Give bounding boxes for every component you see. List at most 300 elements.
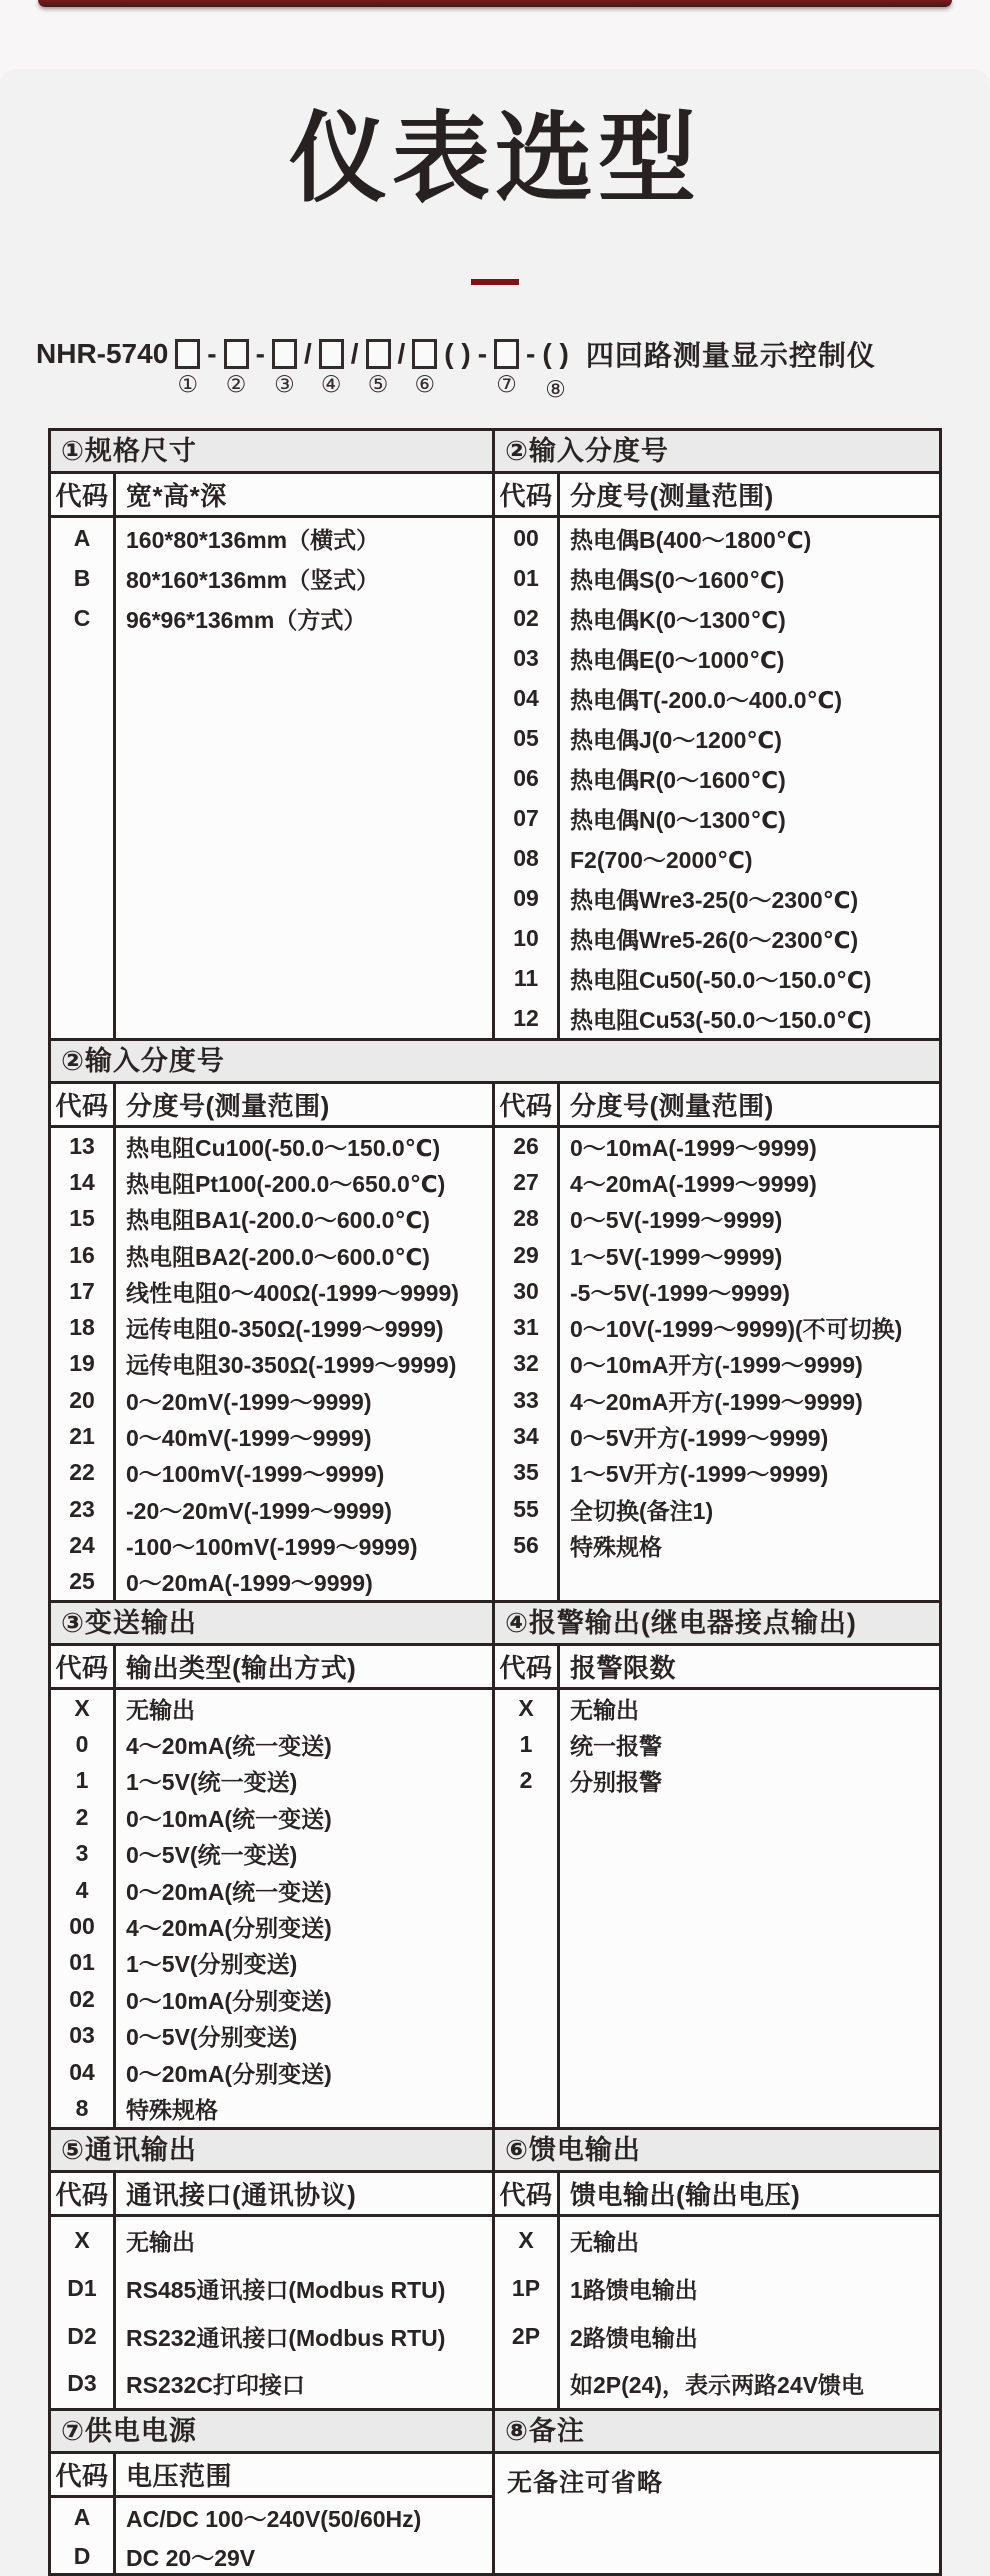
rows-area (495, 2454, 939, 2576)
table-row (495, 1527, 939, 1563)
row-label: 热电偶N(0～1300℃) (570, 806, 786, 833)
row-code: 27 (513, 1168, 539, 1195)
table-row (495, 1237, 939, 1273)
row-code: 1P (511, 2275, 541, 2302)
section-group (51, 1038, 939, 1600)
row-label: 96*96*136mm（方式） (126, 606, 367, 633)
table-row (51, 1726, 492, 1762)
model-code-box (224, 334, 249, 401)
row-label: 热电阻Cu100(-50.0～150.0℃) (126, 1134, 441, 1161)
accent-dash (471, 279, 519, 285)
table-row (51, 2054, 492, 2090)
table-row (495, 678, 939, 718)
table-row (51, 1872, 492, 1908)
row-code: 25 (69, 1568, 95, 1595)
row-code: 30 (513, 1277, 539, 1304)
model-code-box (175, 334, 200, 401)
table-row (51, 1690, 492, 1726)
section-halves (51, 1603, 939, 2127)
row-label: 如2P(24)，表示两路24V馈电 (570, 2372, 864, 2399)
model-text-token (526, 334, 535, 406)
table-row (51, 2265, 492, 2313)
section-left (51, 1084, 495, 1600)
row-label: -20～20mV(-1999～9999) (126, 1497, 392, 1524)
row-code: 06 (513, 764, 539, 791)
row-label: 热电偶R(0～1600℃) (570, 766, 786, 793)
row-code: 07 (513, 804, 539, 831)
model-code-line (36, 334, 980, 406)
model-code-box (494, 334, 519, 401)
model-text-token (444, 334, 470, 406)
table-row (495, 558, 939, 598)
row-code: X (518, 1694, 534, 1721)
table-row (495, 998, 939, 1038)
row-label: 无输出 (570, 1696, 639, 1723)
code-box (412, 339, 437, 369)
col-header-label: 电压范围 (126, 2461, 233, 2491)
row-code: D2 (67, 2322, 97, 2349)
table-row (495, 758, 939, 798)
row-code: 08 (513, 844, 539, 871)
code-box (494, 339, 519, 369)
row-code: 1 (519, 1731, 533, 1758)
table-row (51, 1455, 492, 1491)
row-label: RS485通讯接口(Modbus RTU) (126, 2277, 446, 2304)
col-header-label: 分度号(测量范围) (570, 1091, 774, 1121)
row-code: 01 (513, 564, 539, 591)
table-row (495, 1309, 939, 1345)
section-title: ②输入分度号 (51, 1041, 939, 1084)
col-header-code: 代码 (55, 1091, 109, 1121)
table-row (51, 1273, 492, 1309)
section-halves (51, 2411, 939, 2576)
model-text-token (542, 334, 568, 406)
row-label: 0～5V(分别变送) (126, 2024, 298, 2051)
row-code: 26 (513, 1132, 539, 1159)
table-row (51, 518, 492, 558)
rows-area (51, 1690, 492, 2127)
rows-area (51, 2498, 492, 2576)
table-row (51, 2498, 492, 2537)
code-box (366, 339, 391, 369)
table-row (51, 2537, 492, 2576)
section-title: ⑧备注 (495, 2411, 939, 2454)
col-header-label: 输出类型(输出方式) (126, 1653, 357, 1683)
table-row (495, 2265, 939, 2313)
table-row (51, 598, 492, 638)
row-code: 15 (69, 1205, 95, 1232)
table-row (495, 838, 939, 878)
model-text-token (478, 334, 487, 406)
row-label: RS232C打印接口 (126, 2372, 305, 2399)
row-label: 0～10V(-1999～9999)(不可切换) (570, 1316, 903, 1343)
table-row (495, 638, 939, 678)
row-code: 18 (69, 1314, 95, 1341)
column-headers (51, 1084, 492, 1128)
row-label: 1～5V(分别变送) (126, 1951, 298, 1978)
table-row (51, 1945, 492, 1981)
row-label: 热电偶E(0～1000℃) (570, 646, 785, 673)
col-header-label: 宽*高*深 (126, 481, 227, 511)
model-token-text: NHR-5740 (36, 338, 169, 369)
table-row (495, 878, 939, 918)
model-code-box (412, 334, 437, 401)
row-label: RS232通讯接口(Modbus RTU) (126, 2324, 446, 2351)
column-headers (495, 474, 939, 518)
table-row (495, 1763, 939, 1799)
row-code: 55 (513, 1495, 539, 1522)
rows-area (495, 518, 939, 1038)
row-label: 热电阻BA2(-200.0～600.0℃) (126, 1243, 430, 1270)
row-code: D (73, 2543, 91, 2569)
section-left (51, 2411, 495, 2576)
code-box (224, 339, 249, 369)
table-row (495, 1273, 939, 1309)
row-code: 23 (69, 1495, 95, 1522)
row-code: 21 (69, 1423, 95, 1450)
table-row (495, 1726, 939, 1762)
row-label: 2路馈电输出 (570, 2324, 698, 2351)
row-code: 31 (513, 1314, 539, 1341)
table-row (495, 1690, 939, 1726)
row-label: 80*160*136mm（竖式） (126, 566, 380, 593)
table-row (51, 1799, 492, 1835)
model-token-text: - (526, 338, 536, 369)
row-code: 00 (513, 524, 539, 551)
row-code: 56 (513, 1531, 539, 1558)
model-token-text: / (303, 338, 312, 369)
table-row (51, 2217, 492, 2265)
table-row (51, 1491, 492, 1527)
table-row (495, 1164, 939, 1200)
model-text-token (36, 334, 168, 406)
table-row (51, 558, 492, 598)
model-token-text: 四回路测量显示控制仪 (585, 340, 876, 371)
row-label: 1～5V(-1999～9999) (570, 1243, 783, 1270)
column-headers (495, 1084, 939, 1128)
row-code: 32 (513, 1350, 539, 1377)
rows-area (51, 1128, 492, 1600)
table-row (51, 1201, 492, 1237)
row-code: 09 (513, 884, 539, 911)
col-header-code: 代码 (55, 2461, 109, 2491)
row-label: 0～20mV(-1999～9999) (126, 1388, 372, 1415)
row-label: 1～5V开方(-1999～9999) (570, 1461, 829, 1488)
column-headers (495, 2173, 939, 2217)
row-label: 0～40mV(-1999～9999) (126, 1425, 372, 1452)
row-code: 14 (69, 1168, 95, 1195)
column-headers (51, 2454, 492, 2498)
row-code: 01 (69, 1949, 95, 1976)
section-title: ⑤通讯输出 (51, 2130, 492, 2173)
row-label: -5～5V(-1999～9999) (570, 1279, 790, 1306)
row-label: 0～10mA(统一变送) (126, 1805, 332, 1832)
table-row (495, 2217, 939, 2265)
row-label: -100～100mV(-1999～9999) (126, 1533, 418, 1560)
column-headers (51, 1646, 492, 1690)
row-label: 0～5V(-1999～9999) (570, 1207, 783, 1234)
section-title: ③变送输出 (51, 1603, 492, 1646)
section-halves (51, 431, 939, 1038)
row-label: 热电偶Wre5-26(0～2300℃) (570, 926, 859, 953)
table-row (495, 1382, 939, 1418)
col-header-label: 报警限数 (570, 1653, 677, 1683)
col-header-code: 代码 (499, 2180, 553, 2210)
row-label: 4～20mA(统一变送) (126, 1733, 332, 1760)
section-right (495, 1603, 939, 2127)
row-code: C (73, 604, 91, 631)
row-code: 04 (69, 2058, 95, 2085)
row-code: 28 (513, 1205, 539, 1232)
row-label: 0～5V开方(-1999～9999) (570, 1425, 829, 1452)
rows-area (51, 518, 492, 1038)
col-header-code: 代码 (499, 1653, 553, 1683)
model-text-token (398, 334, 406, 406)
row-code: D1 (67, 2275, 97, 2302)
row-code: 34 (513, 1423, 539, 1450)
top-header-bar (38, 0, 952, 7)
section-title: ⑦供电电源 (51, 2411, 492, 2454)
row-code: 02 (513, 604, 539, 631)
row-code: 12 (513, 1004, 539, 1031)
table-row (495, 958, 939, 998)
table-row (495, 2312, 939, 2360)
table-row (495, 718, 939, 758)
model-position-mark: ② (225, 371, 247, 397)
row-label: 热电阻Pt100(-200.0～650.0℃) (126, 1170, 446, 1197)
model-code-box (366, 334, 391, 401)
rows-area (51, 2217, 492, 2408)
row-label: 4～20mA(-1999～9999) (570, 1170, 817, 1197)
row-label: 无输出 (570, 2229, 639, 2256)
row-code: 8 (75, 2094, 89, 2121)
row-label: 热电偶B(400～1800℃) (570, 526, 812, 553)
table-row (51, 1382, 492, 1418)
section-group (51, 431, 939, 1038)
row-code: 03 (69, 2022, 95, 2049)
column-headers (51, 2173, 492, 2217)
row-label: 160*80*136mm（横式） (126, 526, 380, 553)
section-title: ②输入分度号 (495, 431, 939, 474)
row-label: 远传电阻0-350Ω(-1999～9999) (126, 1316, 444, 1343)
model-position-mark: ④ (320, 371, 342, 397)
table-row (51, 1527, 492, 1563)
model-token-text: / (397, 338, 406, 369)
table-row (495, 1201, 939, 1237)
table-row (495, 1418, 939, 1454)
model-text-token (351, 334, 359, 406)
section-right (495, 431, 939, 1038)
row-label: 热电阻Cu53(-50.0～150.0℃) (570, 1006, 872, 1033)
row-code: 00 (69, 1913, 95, 1940)
row-label: 无输出 (126, 2229, 195, 2256)
model-token-text: ( ) (444, 338, 471, 369)
section-title: ⑥馈电输出 (495, 2130, 939, 2173)
row-label: 0～10mA开方(-1999～9999) (570, 1352, 863, 1379)
row-label: 热电偶T(-200.0～400.0℃) (570, 686, 842, 713)
row-code: 22 (69, 1459, 95, 1486)
model-token-text: / (350, 338, 359, 369)
row-code: 03 (513, 644, 539, 671)
code-box (175, 339, 200, 369)
table-row (495, 1346, 939, 1382)
row-label: 0～100mV(-1999～9999) (126, 1461, 385, 1488)
model-token-text: - (255, 338, 265, 369)
col-header-code: 代码 (499, 481, 553, 511)
table-row (495, 918, 939, 958)
section-right (495, 1084, 939, 1600)
row-code: 19 (69, 1350, 95, 1377)
row-label: 0～20mA(统一变送) (126, 1878, 332, 1905)
section-right (495, 2411, 939, 2576)
table-row (51, 1418, 492, 1454)
row-code: 24 (69, 1531, 95, 1558)
col-header-code: 代码 (55, 2180, 109, 2210)
row-code: 4 (75, 1876, 89, 1903)
page-title: 仪表选型 (288, 103, 701, 213)
code-box (272, 339, 297, 369)
model-position-mark: ⑦ (496, 371, 517, 397)
row-code: 04 (513, 684, 539, 711)
model-text-token (576, 334, 876, 406)
table-row (51, 1763, 492, 1799)
row-code: 2 (75, 1803, 89, 1830)
model-text-token (207, 334, 216, 406)
row-label: 远传电阻30-350Ω(-1999～9999) (126, 1352, 457, 1379)
section-halves (51, 1084, 939, 1600)
col-header-label: 分度号(测量范围) (570, 481, 774, 511)
section-title: ④报警输出(继电器接点输出) (495, 1603, 939, 1646)
model-token-text: - (207, 338, 217, 369)
table-row (51, 1309, 492, 1345)
col-header-code: 代码 (55, 1653, 109, 1683)
row-label: 1～5V(统一变送) (126, 1769, 298, 1796)
table-row (51, 1346, 492, 1382)
code-box (319, 339, 344, 369)
row-label: 全切换(备注1) (570, 1497, 714, 1524)
row-code: D3 (67, 2370, 97, 2397)
note-text: 无备注可省略 (507, 2469, 664, 2497)
section-group (51, 2408, 939, 2576)
row-code: 1 (75, 1767, 89, 1794)
row-code: 2 (519, 1767, 533, 1794)
row-label: 4～20mA(分别变送) (126, 1915, 332, 1942)
row-code: X (518, 2227, 534, 2254)
row-label: 1路馈电输出 (570, 2277, 698, 2304)
row-label: 热电偶J(0～1200℃) (570, 726, 782, 753)
row-code: 17 (69, 1277, 95, 1304)
row-code: 13 (69, 1132, 95, 1159)
row-code: X (74, 2227, 90, 2254)
row-label: 线性电阻0～400Ω(-1999～9999) (126, 1279, 459, 1306)
row-label: 无输出 (126, 1696, 195, 1723)
col-header-label: 通讯接口(通讯协议) (126, 2180, 357, 2210)
model-position-mark: ③ (274, 371, 295, 397)
col-header-label: 分度号(测量范围) (126, 1091, 330, 1121)
table-row (51, 2090, 492, 2126)
row-code: A (73, 524, 91, 551)
col-header-code: 代码 (55, 481, 109, 511)
row-code: 16 (69, 1241, 95, 1268)
section-left (51, 431, 495, 1038)
model-position-mark: ⑤ (367, 371, 389, 397)
table-row (51, 1836, 492, 1872)
model-code-box (272, 334, 297, 401)
row-code: 29 (513, 1241, 539, 1268)
row-label: 热电偶Wre3-25(0～2300℃) (570, 886, 859, 913)
row-code: B (73, 564, 91, 591)
col-header-code: 代码 (499, 1091, 553, 1121)
row-label: 特殊规格 (126, 2096, 218, 2123)
table-row (495, 798, 939, 838)
row-label: 统一报警 (570, 1733, 662, 1760)
row-code: 3 (75, 1840, 89, 1867)
row-code: 33 (513, 1386, 539, 1413)
selection-table (48, 428, 942, 2576)
model-text-token (304, 334, 312, 406)
table-row (51, 1981, 492, 2017)
row-code: 10 (513, 924, 539, 951)
section-right (495, 2130, 939, 2408)
section-left (51, 2130, 495, 2408)
model-text-token (256, 334, 265, 406)
row-code: 2P (511, 2322, 541, 2349)
row-label: 热电阻BA1(-200.0～600.0℃) (126, 1207, 430, 1234)
section-group (51, 1600, 939, 2127)
table-row (51, 2018, 492, 2054)
rows-area (495, 1690, 939, 2127)
column-headers (51, 474, 492, 518)
section-title: ①规格尺寸 (51, 431, 492, 474)
table-row (495, 2360, 939, 2408)
row-code: 20 (69, 1386, 95, 1413)
row-code: X (74, 1694, 90, 1721)
row-label: 0～10mA(分别变送) (126, 1987, 332, 2014)
table-row (495, 1491, 939, 1527)
row-label: DC 20～29V (126, 2545, 256, 2571)
model-position-mark: ⑧ (545, 376, 566, 402)
row-label: 0～20mA(-1999～9999) (126, 1570, 373, 1597)
model-token-text: ( ) (542, 338, 569, 369)
section-halves (51, 2130, 939, 2408)
model-code-box (319, 334, 344, 401)
table-row (495, 1128, 939, 1164)
row-code: 0 (75, 1731, 89, 1758)
row-label: 分别报警 (570, 1769, 662, 1796)
table-row (51, 1164, 492, 1200)
table-row (51, 1564, 492, 1600)
table-row (495, 1455, 939, 1491)
row-label: 0～20mA(分别变送) (126, 2060, 332, 2087)
row-label: AC/DC 100～240V(50/60Hz) (126, 2506, 422, 2532)
row-code: A (73, 2504, 91, 2530)
row-code: 11 (513, 964, 539, 991)
row-label: 特殊规格 (570, 1533, 662, 1560)
table-row (51, 1237, 492, 1273)
col-header-label: 馈电输出(输出电压) (570, 2180, 801, 2210)
row-code: 35 (513, 1459, 539, 1486)
table-row (51, 1908, 492, 1944)
table-row (51, 2360, 492, 2408)
row-label: 0～5V(统一变送) (126, 1842, 298, 1869)
row-label: 热电阻Cu50(-50.0～150.0℃) (570, 966, 872, 993)
rows-area (495, 2217, 939, 2408)
model-position-mark: ⑥ (414, 371, 436, 397)
table-row (495, 518, 939, 558)
rows-area (495, 1128, 939, 1600)
model-position-mark: ① (177, 371, 199, 397)
row-code: 05 (513, 724, 539, 751)
